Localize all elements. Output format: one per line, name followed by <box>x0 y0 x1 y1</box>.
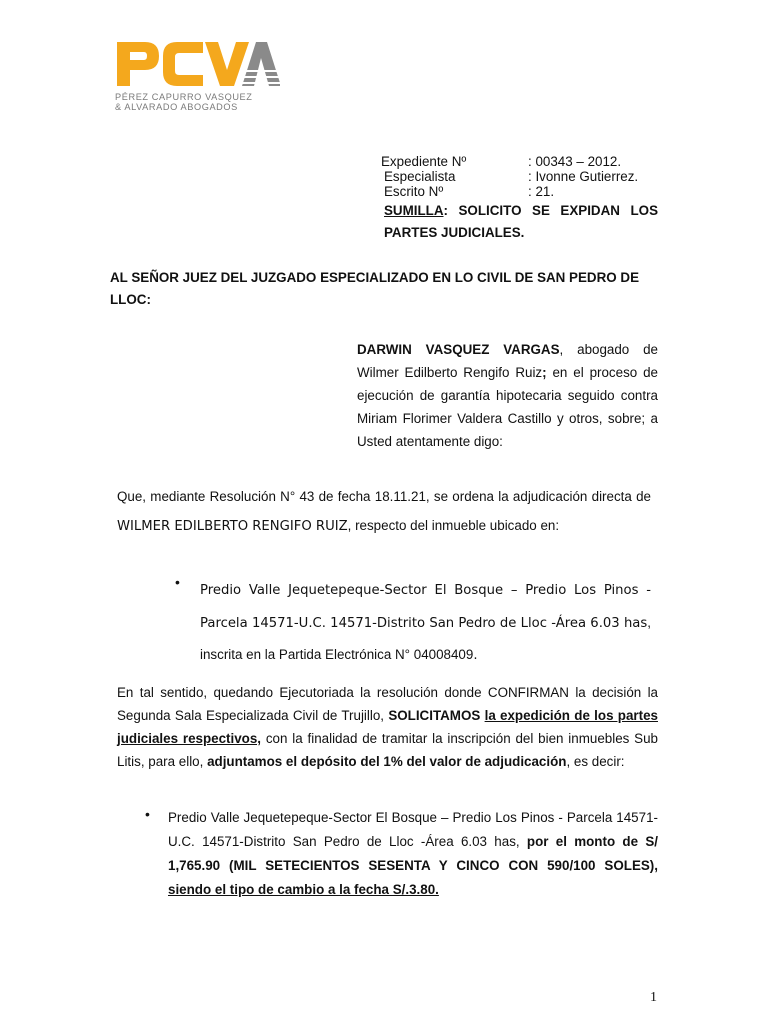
bullet2-property: Predio Valle Jequetepeque-Sector El Bosque – Predio Los Pinos - Parcela 14571-U.C. 14571-Distrito San Pedro de Lloc -Área 6.03 has, <box>168 810 658 849</box>
bullet-icon: • <box>145 806 150 822</box>
intro-text-1: , abogado de Wilmer Edilberto Rengifo Ruiz <box>357 342 658 380</box>
bullet2-exchange-rate: siendo el tipo de cambio a la fecha S/.3.80. <box>168 882 439 897</box>
para1-text-1: Que, mediante Resolución N° 43 de fecha 18.11.21, se ordena la adjudicación directa de <box>117 489 651 504</box>
intro-text-2: en el proceso de ejecución de garantía hipotecaria seguido contra Miriam Florimer Valdera Castillo y otros, sobre; a Usted atentamente digo: <box>357 365 659 449</box>
addressee-heading: AL SEÑOR JUEZ DEL JUZGADO ESPECIALIZADO EN LO CIVIL DE SAN PEDRO DE LLOC: <box>110 270 640 307</box>
expediente-label: Expediente Nº <box>381 154 467 169</box>
logo-line-1: PÉREZ CAPURRO VASQUEZ <box>115 92 253 102</box>
bullet1-period: . <box>473 648 478 663</box>
intro-paragraph <box>357 338 658 453</box>
adjudicatee-name: WILMER EDILBERTO RENGIFO RUIZ <box>117 519 348 534</box>
para2-solicitamos: SOLICITAMOS <box>388 708 481 723</box>
especialista-value: : Ivonne Gutierrez. <box>528 169 639 184</box>
paragraph-request <box>117 681 658 773</box>
especialista-label: Especialista <box>384 169 456 184</box>
page-number: 1 <box>650 990 657 1005</box>
bullet1-registry: , inscrita en la Partida Electrónica N° 04008409 <box>200 614 651 662</box>
lawyer-name: DARWIN VASQUEZ VARGAS <box>357 342 560 357</box>
para2-request-object: la expedición de los partes judiciales respectivos, <box>117 708 658 746</box>
para1-text-2: , respecto del inmueble ubicado en: <box>347 518 560 533</box>
expediente-value: : 00343 – 2012. <box>528 154 622 169</box>
firm-logo <box>115 40 280 120</box>
intro-semicolon: ; <box>542 365 547 380</box>
bullet2-amount: por el monto de S/ 1,765.90 (MIL SETECIENTOS SESENTA Y CINCO CON 590/100 SOLES), <box>168 834 658 873</box>
expediente-row <box>381 154 681 169</box>
bullet2-text <box>168 806 658 902</box>
escrito-value: : 21. <box>528 184 555 199</box>
escrito-row <box>381 184 681 199</box>
bullet1-property: Predio Valle Jequetepeque-Sector El Bosque – Predio Los Pinos - Parcela 14571-U.C. 14571-Distrito San Pedro de Lloc -Área 6.03 has <box>200 583 651 631</box>
para2-text-3: con la finalidad de tramitar la inscripción del bien inmuebles Sub Litis, para ello, <box>117 731 658 769</box>
sumilla-text: : SOLICITO SE EXPIDAN LOS PARTES JUDICIALES. <box>384 203 658 240</box>
para2-deposit: adjuntamos el depósito del 1% del valor de adjudicación <box>207 754 567 769</box>
logo-line-2: & ALVARADO ABOGADOS <box>115 102 238 112</box>
case-metadata <box>381 154 681 199</box>
escrito-label: Escrito Nº <box>384 184 444 199</box>
especialista-row <box>381 169 681 184</box>
paragraph-resolution <box>117 482 651 541</box>
sumilla <box>384 200 658 244</box>
bullet-icon: • <box>175 574 180 590</box>
para2-text-1: En tal sentido, quedando Ejecutoriada la resolución donde CONFIRMAN la decisión la Segunda Sala Especializada Civil de Trujillo, <box>117 685 658 723</box>
para2-text-4: , es decir: <box>566 754 625 769</box>
sumilla-label: SUMILLA <box>384 203 444 218</box>
bullet1-text <box>200 574 651 672</box>
